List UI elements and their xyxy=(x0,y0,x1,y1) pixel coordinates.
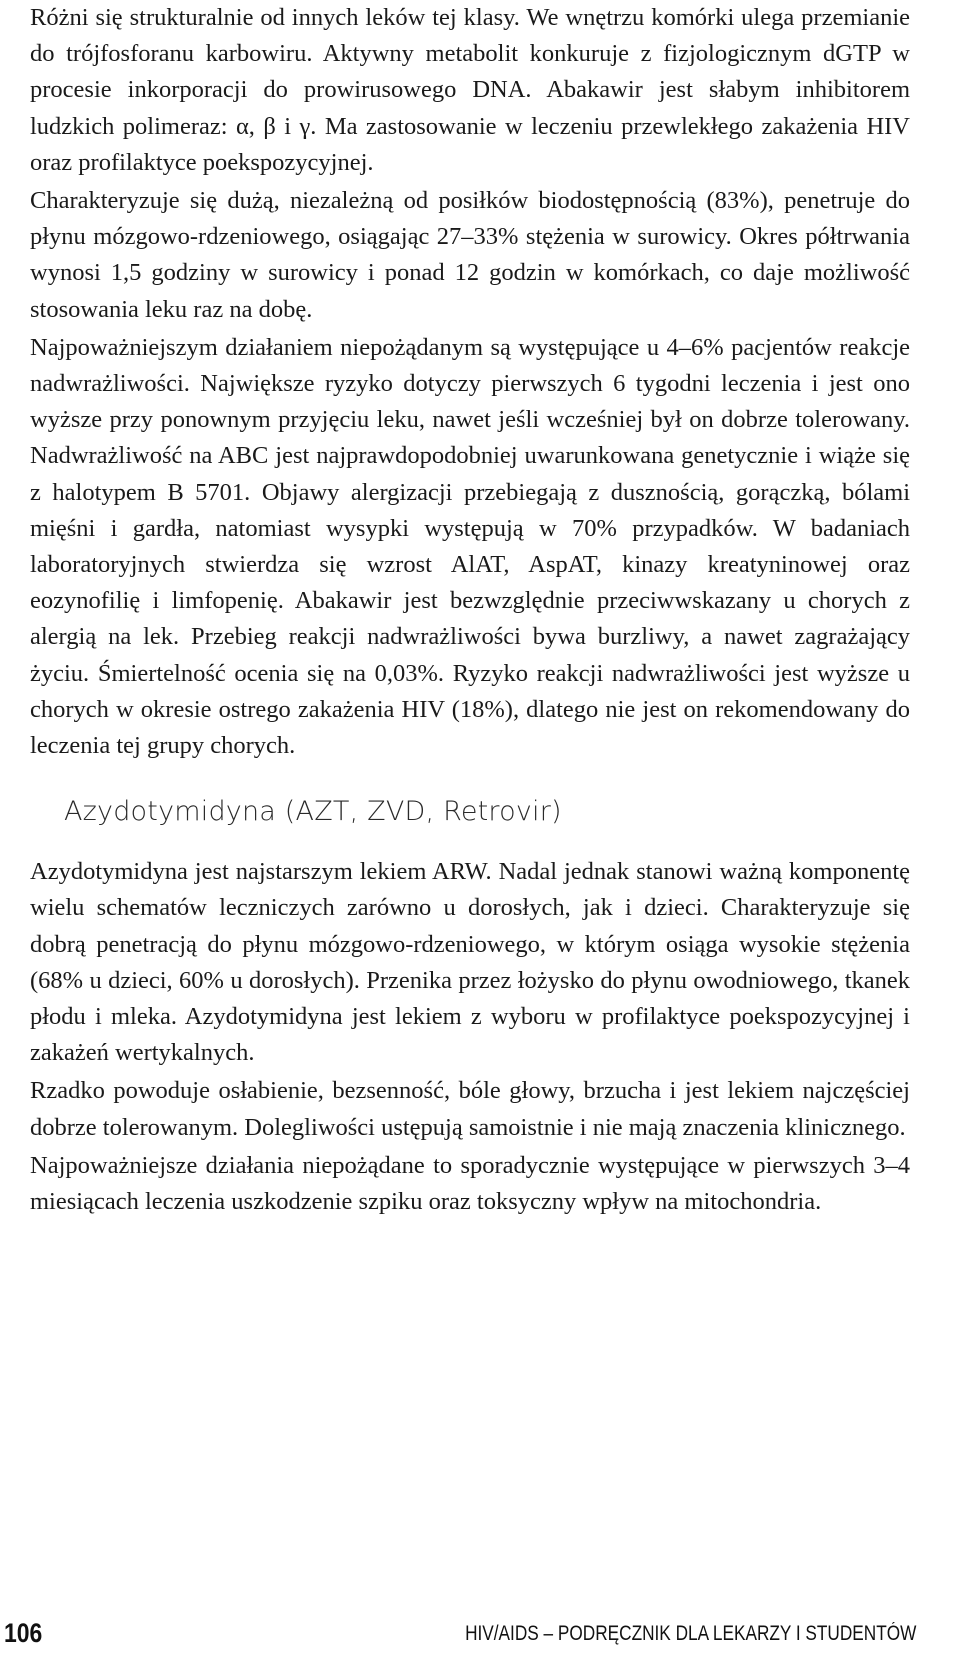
paragraph-azydotymidyna-adverse-effects: Najpoważniejsze działania niepożądane to sporadycznie występujące w pierwszych 3–4 miesiącach leczenia uszkodzenie szpiku oraz toksyczny wpływ na mitochondria. xyxy=(30,1151,910,1216)
paragraph-abakawir-mechanism: Różni się strukturalnie od innych leków tej klasy. We wnętrzu komórki ulega przemianie do trójfosforanu karbowiru. Aktywny metabolit konkuruje z fizjologicznym dGTP w procesie inkorporacji do prowirusowego DNA. Abakawir jest słabym inhibitorem ludzkich polimeraz: α, β i γ. Ma zastosowanie w leczeniu przewlekłego zakażenia HIV oraz profilaktyce poekspozycyjnej. xyxy=(30,4,910,176)
paragraph-azydotymidyna-intro: Azydotymidyna jest najstarszym lekiem ARW. Nadal jednak stanowi ważną komponentę wielu schematów leczniczych zarówno u dorosłych, jak i dzieci. Charakteryzuje się dobrą penetracją do płynu mózgowo-rdzeniowego, w którym osiąga wysokie stężenia (68% u dzieci, 60% u dorosłych). Przenika przez łożysko do płynu owodniowego, tkanek płodu i mleka. Azydotymidyna jest lekiem z wyboru w profilaktyce poekspozycyjnej i zakażeń wertykalnych. xyxy=(30,858,910,1067)
page-number: 106 xyxy=(4,1618,43,1648)
paragraph-abakawir-adverse-effects: Najpoważniejszym działaniem niepożądanym są występujące u 4–6% pacjentów reakcje nadwrażliwości. Największe ryzyko dotyczy pierwszych 6 tygodni leczenia i jest ono wyższe przy ponownym przyjęciu leku, nawet jeśli wcześniej był on dobrze tolerowany. Nadwrażliwość na ABC jest najprawdopodobniej uwarunkowana genetycznie i wiąże się z halotypem B 5701. Objawy alergizacji przebiegają z dusznością, gorączką, bólami mięśni i gardła, natomiast wysypki występują w 70% przypadków. W badaniach laboratoryjnych stwierdza się wzrost AlAT, AspAT, kinazy kreatyninowej oraz eozynofilię i limfopenię. Abakawir jest bezwzględnie przeciwwskazany u chorych z alergią na lek. Przebieg reakcji nadwrażliwości bywa burzliwy, a nawet zagrażający życiu. Śmiertelność ocenia się na 0,03%. Ryzyko reakcji nadwrażliwości jest wyższe u chorych w okresie ostrego zakażenia HIV (18%), dlatego nie jest on rekomendowany do leczenia tej grupy chorych. xyxy=(30,333,910,760)
paragraph-abakawir-pharmacokinetics: Charakteryzuje się dużą, niezależną od posiłków biodostępnością (83%), penetruje do płynu mózgowo-rdzeniowego, osiągając 27–33% stężenia w surowicy. Okres półtrwania wynosi 1,5 godziny w surowicy i ponad 12 godzin w komórkach, co daje możliwość stosowania leku raz na dobę. xyxy=(30,187,910,323)
paragraph-azydotymidyna-tolerance: Rzadko powoduje osłabienie, bezsenność, bóle głowy, brzucha i jest lekiem najczęściej dobrze tolerowanym. Dolegliwości ustępują samoistnie i nie mają znaczenia klinicznego. xyxy=(30,1077,910,1141)
page-body xyxy=(30,0,910,1220)
section-heading-azydotymidyna: Azydotymidyna (AZT, ZVD, Retrovir) xyxy=(64,796,562,828)
page-footer xyxy=(0,1612,960,1654)
running-title: HIV/AIDS – PODRĘCZNIK DLA LEKARZY I STUDENTÓW xyxy=(464,1622,916,1645)
